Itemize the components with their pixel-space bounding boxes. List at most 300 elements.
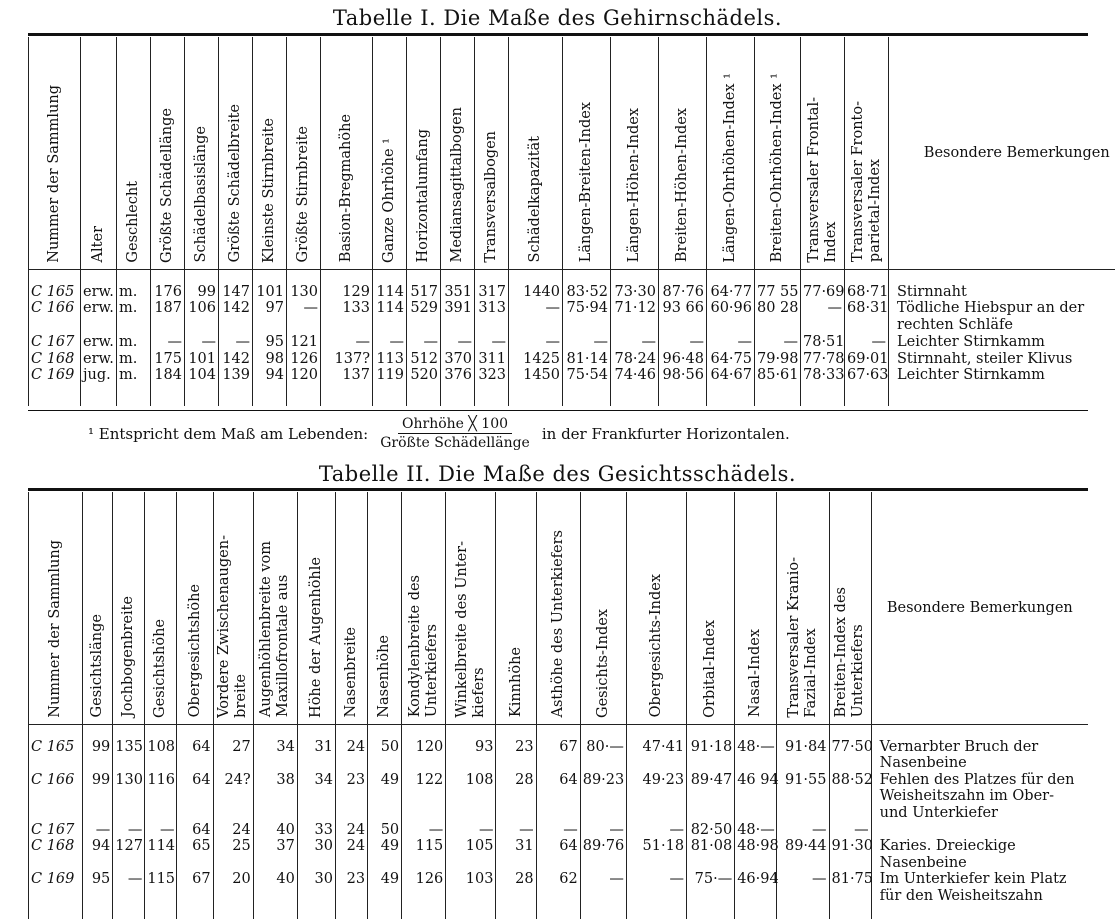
- collection-number-cell: C 169: [29, 871, 83, 905]
- value-cell: 24?: [213, 772, 253, 822]
- value-cell: 27: [213, 739, 253, 772]
- spacer-cell: [83, 905, 113, 919]
- spacer-cell: [496, 724, 536, 739]
- remark-cell: Vernarbter Bruch der Nasenbeine: [871, 739, 1088, 772]
- value-cell: 313: [475, 300, 509, 334]
- table1-column-header: [441, 37, 475, 269]
- value-cell: 103: [446, 871, 496, 905]
- spacer-cell: [219, 384, 253, 406]
- spacer-cell: [373, 384, 407, 406]
- value-cell: —: [845, 334, 889, 351]
- value-cell: 105: [446, 838, 496, 871]
- value-cell: 93: [446, 739, 496, 772]
- table1-column-header: [889, 37, 1115, 269]
- spacer-cell: [177, 724, 213, 739]
- value-cell: —: [829, 822, 871, 839]
- value-cell: 520: [407, 367, 441, 384]
- value-cell: 91·18: [687, 739, 735, 772]
- value-cell: 93 66: [659, 300, 707, 334]
- table2-top-rule: [28, 488, 1088, 491]
- table2-remarks-header: Besondere Bemerkungen: [887, 600, 1073, 616]
- spacer-cell: [185, 384, 219, 406]
- table1-bottom-rule: [28, 410, 1088, 411]
- value-cell: 122: [402, 772, 446, 822]
- table1-column-label: Geschlecht: [125, 181, 142, 263]
- table1: [28, 37, 1115, 406]
- table2-column-header: [29, 492, 83, 724]
- value-cell: 176: [151, 284, 185, 301]
- spacer-cell: [287, 384, 321, 406]
- table2-column-label: Jochbogenbreite: [120, 596, 137, 717]
- value-cell: 31: [297, 739, 335, 772]
- table2-row: [29, 739, 1089, 772]
- table2-column-label: Gesichts-Index: [595, 609, 612, 718]
- value-cell: —: [509, 300, 563, 334]
- value-cell: 23: [335, 772, 367, 822]
- value-cell: 101: [185, 351, 219, 368]
- value-cell: 81·08: [687, 838, 735, 871]
- spacer-cell: [845, 384, 889, 406]
- value-cell: 323: [475, 367, 509, 384]
- spacer-cell: [287, 269, 321, 284]
- remark-cell: Karies. Dreieckige Nasenbeine: [871, 838, 1088, 871]
- value-cell: —: [145, 822, 177, 839]
- spacer-cell: [253, 724, 297, 739]
- spacer-cell: [29, 724, 83, 739]
- spacer-cell: [441, 269, 475, 284]
- table1-column-header: [151, 37, 185, 269]
- value-cell: 69·01: [845, 351, 889, 368]
- table1-row: [29, 351, 1115, 368]
- table2-column-label: Nasenhöhe: [376, 635, 393, 718]
- spacer-cell: [253, 384, 287, 406]
- table2-column-header: [335, 492, 367, 724]
- spacer-cell: [213, 905, 253, 919]
- spacer-cell: [536, 905, 580, 919]
- collection-number-cell: C 165: [29, 284, 81, 301]
- table2-column-header: [829, 492, 871, 724]
- table2-column-label: Gesichtslänge: [89, 614, 106, 717]
- spacer-cell: [368, 724, 402, 739]
- value-cell: —: [287, 300, 321, 334]
- value-cell: 114: [373, 300, 407, 334]
- spacer-cell: [755, 269, 801, 284]
- value-cell: 23: [496, 739, 536, 772]
- spacer-cell: [735, 724, 777, 739]
- spacer-cell: [297, 905, 335, 919]
- footnote-numerator: Ohrhöhe ╳ 100: [398, 416, 512, 434]
- table1-column-header: [563, 37, 611, 269]
- value-cell: 94: [253, 367, 287, 384]
- value-cell: m.: [117, 367, 151, 384]
- value-cell: 49: [368, 772, 402, 822]
- value-cell: 133: [321, 300, 373, 334]
- spacer-cell: [145, 905, 177, 919]
- table1-column-header: [29, 37, 81, 269]
- table2-column-header: [368, 492, 402, 724]
- value-cell: 121: [287, 334, 321, 351]
- value-cell: 38: [253, 772, 297, 822]
- table1-column-header: [185, 37, 219, 269]
- table1-footnote: [88, 416, 790, 451]
- table1-column-label: Längen-Höhen-Index: [626, 108, 643, 262]
- value-cell: 33: [297, 822, 335, 839]
- value-cell: 30: [297, 871, 335, 905]
- value-cell: 85·61: [755, 367, 801, 384]
- value-cell: —: [83, 822, 113, 839]
- table1-row: [29, 367, 1115, 384]
- value-cell: —: [755, 334, 801, 351]
- spacer-cell: [402, 905, 446, 919]
- value-cell: 46 94: [735, 772, 777, 822]
- table1-spacer-row: [29, 269, 1115, 284]
- table2-column-header: [253, 492, 297, 724]
- value-cell: 46·94: [735, 871, 777, 905]
- value-cell: 67·63: [845, 367, 889, 384]
- table2-column-header: [777, 492, 829, 724]
- table1-column-label: Längen-Ohrhöhen-Index ¹: [722, 73, 739, 263]
- value-cell: —: [626, 822, 686, 839]
- value-cell: —: [536, 822, 580, 839]
- spacer-cell: [889, 269, 1115, 284]
- value-cell: 96·48: [659, 351, 707, 368]
- value-cell: 20: [213, 871, 253, 905]
- value-cell: 51·18: [626, 838, 686, 871]
- spacer-cell: [83, 724, 113, 739]
- collection-number-cell: C 166: [29, 772, 83, 822]
- table1-top-rule: [28, 33, 1088, 36]
- spacer-cell: [611, 384, 659, 406]
- table1-caption: Tabelle I. Die Maße des Gehirnschädels.: [0, 6, 1115, 30]
- table2-bottom-spacer-row: [29, 905, 1089, 919]
- table2-column-label: Obergesichtshöhe: [187, 584, 204, 717]
- value-cell: 114: [373, 284, 407, 301]
- table1-column-header: [707, 37, 755, 269]
- remark-cell: Fehlen des Platzes für den Weisheitszahn im Ober- und Unterkiefer: [871, 772, 1088, 822]
- footnote-prefix: ¹ Entspricht dem Maß am Lebenden:: [88, 425, 368, 443]
- table1-column-label: Kleinste Stirnbreite: [261, 118, 278, 263]
- table2-column-header: [871, 492, 1088, 724]
- value-cell: —: [185, 334, 219, 351]
- value-cell: 89·76: [580, 838, 626, 871]
- value-cell: 529: [407, 300, 441, 334]
- value-cell: 64·77: [707, 284, 755, 301]
- table2-column-header: [626, 492, 686, 724]
- table2-column-label: Nummer der Sammlung: [47, 540, 64, 718]
- spacer-cell: [446, 724, 496, 739]
- value-cell: 50: [368, 822, 402, 839]
- value-cell: erw.: [81, 351, 117, 368]
- spacer-cell: [29, 384, 81, 406]
- value-cell: m.: [117, 351, 151, 368]
- value-cell: 64·75: [707, 351, 755, 368]
- value-cell: 126: [402, 871, 446, 905]
- spacer-cell: [81, 269, 117, 284]
- spacer-cell: [801, 384, 845, 406]
- value-cell: 49·23: [626, 772, 686, 822]
- value-cell: 75·54: [563, 367, 611, 384]
- value-cell: 74·46: [611, 367, 659, 384]
- spacer-cell: [871, 724, 1088, 739]
- spacer-cell: [626, 905, 686, 919]
- value-cell: 391: [441, 300, 475, 334]
- value-cell: 81·14: [563, 351, 611, 368]
- value-cell: —: [580, 871, 626, 905]
- spacer-cell: [368, 905, 402, 919]
- value-cell: 98·56: [659, 367, 707, 384]
- value-cell: 89·23: [580, 772, 626, 822]
- value-cell: 75·—: [687, 871, 735, 905]
- value-cell: 67: [177, 871, 213, 905]
- value-cell: 351: [441, 284, 475, 301]
- value-cell: 87·76: [659, 284, 707, 301]
- value-cell: 88·52: [829, 772, 871, 822]
- table2-row: [29, 822, 1089, 839]
- value-cell: 82·50: [687, 822, 735, 839]
- value-cell: 79·98: [755, 351, 801, 368]
- spacer-cell: [151, 384, 185, 406]
- table2: [28, 492, 1088, 919]
- table1-column-label: Breiten-Höhen-Index: [674, 108, 691, 262]
- table2-column-label: Nasal-Index: [747, 629, 764, 717]
- value-cell: 1425: [509, 351, 563, 368]
- spacer-cell: [81, 384, 117, 406]
- table1-column-header: [475, 37, 509, 269]
- value-cell: 81·75: [829, 871, 871, 905]
- table1-column-label: Horizontalumfang: [415, 129, 432, 262]
- value-cell: 80 28: [755, 300, 801, 334]
- collection-number-cell: C 165: [29, 739, 83, 772]
- footnote-fraction: [376, 416, 534, 451]
- remark-cell: [871, 822, 1088, 839]
- spacer-cell: [687, 724, 735, 739]
- spacer-cell: [475, 384, 509, 406]
- table2-column-header: [145, 492, 177, 724]
- spacer-cell: [845, 269, 889, 284]
- spacer-cell: [321, 269, 373, 284]
- spacer-cell: [563, 269, 611, 284]
- table1-column-label: Nummer der Sammlung: [46, 85, 63, 263]
- table2-column-header: [297, 492, 335, 724]
- value-cell: 68·71: [845, 284, 889, 301]
- spacer-cell: [335, 905, 367, 919]
- value-cell: 517: [407, 284, 441, 301]
- value-cell: 34: [297, 772, 335, 822]
- spacer-cell: [889, 384, 1115, 406]
- table2-column-label: Kondylenbreite des Unterkiefers: [407, 575, 441, 717]
- value-cell: —: [113, 871, 145, 905]
- table1-column-header: [287, 37, 321, 269]
- table2-column-header: [213, 492, 253, 724]
- value-cell: 60·96: [707, 300, 755, 334]
- table2-column-label: Kinnhöhe: [508, 647, 525, 717]
- value-cell: 23: [335, 871, 367, 905]
- value-cell: 115: [145, 871, 177, 905]
- table1-column-header: [253, 37, 287, 269]
- table1-column-header: [219, 37, 253, 269]
- value-cell: 119: [373, 367, 407, 384]
- spacer-cell: [253, 269, 287, 284]
- value-cell: 24: [335, 822, 367, 839]
- value-cell: 91·30: [829, 838, 871, 871]
- collection-number-cell: C 167: [29, 822, 83, 839]
- table2-column-label: Transversaler Kranio- Fazial-Index: [786, 557, 820, 718]
- value-cell: 30: [297, 838, 335, 871]
- footnote-suffix: in der Frankfurter Horizontalen.: [542, 425, 790, 443]
- value-cell: 89·44: [777, 838, 829, 871]
- value-cell: 40: [253, 871, 297, 905]
- value-cell: erw.: [81, 300, 117, 334]
- spacer-cell: [446, 905, 496, 919]
- value-cell: —: [801, 300, 845, 334]
- value-cell: 34: [253, 739, 297, 772]
- spacer-cell: [777, 724, 829, 739]
- table1-column-label: Breiten-Ohrhöhen-Index ¹: [769, 73, 786, 262]
- table2-column-header: [580, 492, 626, 724]
- value-cell: 95: [83, 871, 113, 905]
- table1-column-header: [845, 37, 889, 269]
- value-cell: 108: [145, 739, 177, 772]
- value-cell: —: [707, 334, 755, 351]
- table2-column-header: [113, 492, 145, 724]
- table2-header-row: [29, 492, 1089, 724]
- spacer-cell: [659, 384, 707, 406]
- table1-column-label: Ganze Ohrhöhe ¹: [381, 138, 398, 263]
- table1-column-header: [509, 37, 563, 269]
- table2-column-label: Breiten-Index des Unterkiefers: [833, 587, 867, 717]
- spacer-cell: [755, 384, 801, 406]
- table1-remarks-header: Besondere Bemerkungen: [924, 145, 1110, 161]
- value-cell: 135: [113, 739, 145, 772]
- table2-column-label: Obergesichts-Index: [648, 574, 665, 717]
- value-cell: 31: [496, 838, 536, 871]
- value-cell: 108: [446, 772, 496, 822]
- value-cell: 139: [219, 367, 253, 384]
- spacer-cell: [509, 269, 563, 284]
- collection-number-cell: C 168: [29, 351, 81, 368]
- table2-column-header: [446, 492, 496, 724]
- spacer-cell: [563, 384, 611, 406]
- value-cell: 40: [253, 822, 297, 839]
- value-cell: 75·94: [563, 300, 611, 334]
- value-cell: 49: [368, 838, 402, 871]
- value-cell: —: [626, 871, 686, 905]
- value-cell: 127: [113, 838, 145, 871]
- footnote-denominator: Größte Schädellänge: [376, 434, 534, 451]
- remark-cell: Leichter Stirnkamm: [889, 334, 1115, 351]
- value-cell: jug.: [81, 367, 117, 384]
- table1-column-label: Transversaler Fronto- parietal-Index: [850, 101, 884, 262]
- value-cell: 187: [151, 300, 185, 334]
- value-cell: 99: [83, 772, 113, 822]
- value-cell: 24: [335, 838, 367, 871]
- spacer-cell: [707, 269, 755, 284]
- spacer-cell: [611, 269, 659, 284]
- table1-column-label: Transversaler Frontal- Index: [806, 97, 840, 263]
- value-cell: 62: [536, 871, 580, 905]
- collection-number-cell: C 169: [29, 367, 81, 384]
- value-cell: 99: [83, 739, 113, 772]
- value-cell: —: [441, 334, 475, 351]
- table2-column-label: Höhe der Augenhöhle: [308, 557, 325, 718]
- value-cell: 64·67: [707, 367, 755, 384]
- value-cell: 77·50: [829, 739, 871, 772]
- table1-column-label: Längen-Breiten-Index: [578, 102, 595, 262]
- table1-bottom-spacer-row: [29, 384, 1115, 406]
- value-cell: 311: [475, 351, 509, 368]
- value-cell: 370: [441, 351, 475, 368]
- spacer-cell: [735, 905, 777, 919]
- value-cell: 130: [287, 284, 321, 301]
- spacer-cell: [113, 724, 145, 739]
- value-cell: 78·51: [801, 334, 845, 351]
- value-cell: erw.: [81, 334, 117, 351]
- spacer-cell: [219, 269, 253, 284]
- value-cell: 68·31: [845, 300, 889, 334]
- value-cell: 64: [536, 838, 580, 871]
- value-cell: —: [446, 822, 496, 839]
- table1-header-row: [29, 37, 1115, 269]
- value-cell: —: [219, 334, 253, 351]
- value-cell: m.: [117, 300, 151, 334]
- value-cell: —: [373, 334, 407, 351]
- value-cell: 64: [177, 822, 213, 839]
- spacer-cell: [402, 724, 446, 739]
- table1-column-label: Größte Stirnbreite: [295, 126, 312, 262]
- value-cell: 512: [407, 351, 441, 368]
- table1-row: [29, 334, 1115, 351]
- value-cell: 91·55: [777, 772, 829, 822]
- table2-column-label: Orbital-Index: [702, 620, 719, 718]
- spacer-cell: [509, 384, 563, 406]
- spacer-cell: [253, 905, 297, 919]
- value-cell: m.: [117, 284, 151, 301]
- spacer-cell: [407, 384, 441, 406]
- spacer-cell: [707, 384, 755, 406]
- value-cell: 28: [496, 871, 536, 905]
- value-cell: 106: [185, 300, 219, 334]
- value-cell: 48·—: [735, 739, 777, 772]
- value-cell: —: [113, 822, 145, 839]
- spacer-cell: [185, 269, 219, 284]
- value-cell: —: [402, 822, 446, 839]
- value-cell: 28: [496, 772, 536, 822]
- spacer-cell: [213, 724, 253, 739]
- spacer-cell: [321, 384, 373, 406]
- value-cell: 65: [177, 838, 213, 871]
- value-cell: 120: [402, 739, 446, 772]
- table1-column-header: [321, 37, 373, 269]
- value-cell: —: [777, 871, 829, 905]
- remark-cell: Im Unterkiefer kein Platz für den Weisheitszahn: [871, 871, 1088, 905]
- table2-column-header: [496, 492, 536, 724]
- value-cell: 95: [253, 334, 287, 351]
- spacer-cell: [687, 905, 735, 919]
- spacer-cell: [373, 269, 407, 284]
- table2-column-label: Asthöhe des Unterkiefers: [550, 530, 567, 717]
- table1-column-header: [81, 37, 117, 269]
- value-cell: 89·47: [687, 772, 735, 822]
- spacer-cell: [475, 269, 509, 284]
- spacer-cell: [407, 269, 441, 284]
- value-cell: —: [777, 822, 829, 839]
- spacer-cell: [117, 384, 151, 406]
- table1-column-header: [373, 37, 407, 269]
- spacer-cell: [626, 724, 686, 739]
- value-cell: 24: [335, 739, 367, 772]
- spacer-cell: [536, 724, 580, 739]
- value-cell: 147: [219, 284, 253, 301]
